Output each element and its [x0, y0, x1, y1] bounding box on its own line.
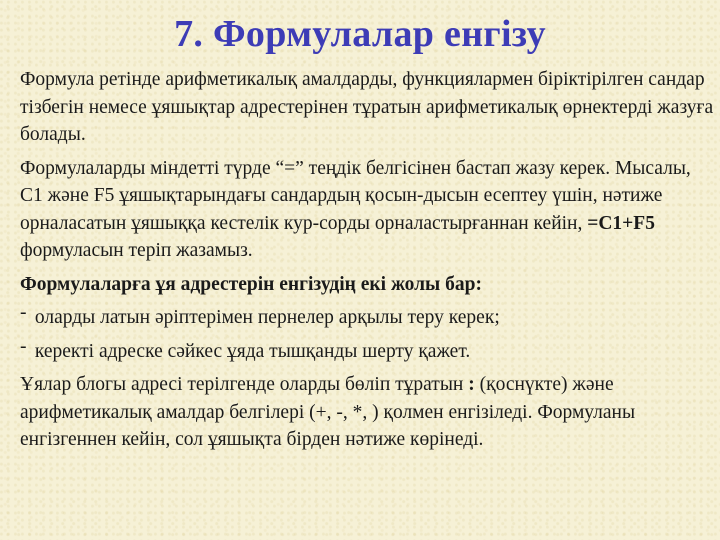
bullet-dash-icon: - [20, 335, 27, 357]
paragraph-block-address-end: (қоснүкте) және арифметикалық амалдар белгілері (+, -, *, ) қолмен енгізіледі. Формуланы енгізгеннен кейін, сол ұяшықта бірден нәтиже көрінеді. [20, 374, 636, 450]
slide-body [20, 66, 716, 460]
bullet-dash-icon: - [20, 302, 27, 323]
paragraph-block-address [20, 371, 716, 454]
bullet-item-typing-text: оларды латын әріптерімен пернелер арқылы теру керек; [30, 307, 500, 328]
bullet-item-typing [20, 304, 716, 332]
paragraph-formula-entry-end: формуласын теріп жазамыз. [20, 240, 253, 261]
slide-title: 7. Формулалар енгізу [174, 13, 546, 55]
formula-example: =C1+F5 [587, 212, 655, 234]
paragraph-address-methods-heading: Формулаларға ұя адрестерін енгізудің екі жолы бар: [20, 273, 482, 295]
paragraph-formula-entry [20, 155, 716, 265]
paragraph-formula-entry-text: Формулаларды міндетті түрде “=” теңдік белгісінен бастап жазу керек. Мысалы, C1 және F5 ұяшықтарындағы сандардың қосын-дысын есептеу үшін, нәтиже орналасатын ұяшыққа кестелік кур-сорды орналастырғаннан кейін, [20, 157, 691, 234]
paragraph-formula-definition: Формула ретінде арифметикалық амалдарды, функциялармен біріктірілген сандар тізбегін немесе ұяшықтар адрестерінен тұратын арифметикалық өрнектерді жазуға болады. [20, 69, 714, 145]
bullet-item-mouse-text: керекті адреске сәйкес ұяда тышқанды шерту қажет. [30, 340, 471, 362]
colon-symbol: : [468, 374, 475, 395]
bullet-item-mouse [20, 335, 716, 366]
paragraph-block-address-text: Ұялар блогы адресі терілгенде оларды бөліп тұратын [20, 374, 469, 395]
